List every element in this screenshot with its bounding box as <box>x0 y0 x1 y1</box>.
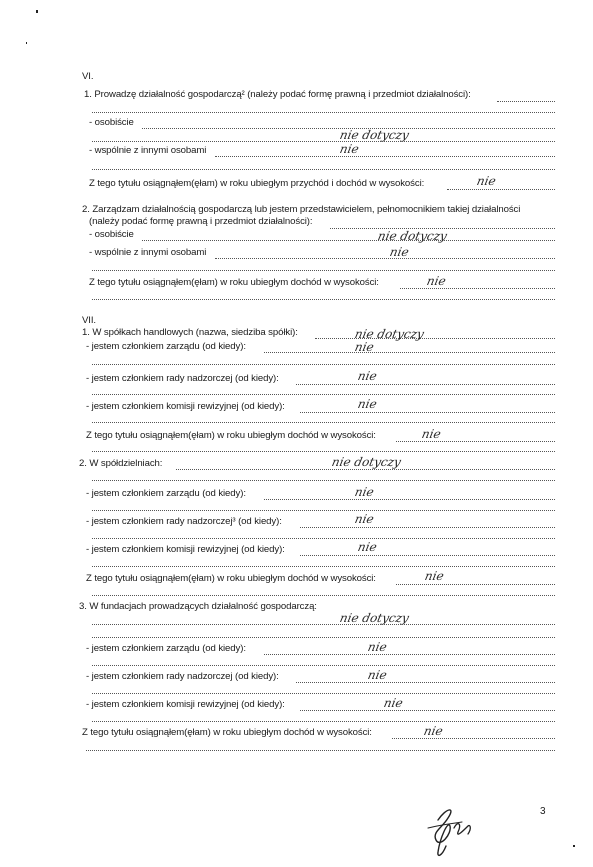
handwritten-answer: nie <box>423 569 446 583</box>
handwritten-answer: nie dotyczy <box>330 455 403 469</box>
scan-speck <box>573 845 575 847</box>
fill-line <box>92 394 555 395</box>
fill-line <box>264 499 555 500</box>
fill-line <box>92 566 555 567</box>
fill-line <box>300 412 555 413</box>
fill-line <box>396 441 555 442</box>
vi-item2-label-line1: 2. Zarządzam działalnością gospodarczą lub jestem przedstawicielem, pełnomocnikiem takiej działalności <box>82 204 521 215</box>
vi-item1-wspolnie-label: - wspólnie z innymi osobami <box>89 145 207 156</box>
vi-item1-income-label: Z tego tytułu osiągnąłem(ęłam) w roku ubiegłym przychód i dochód w wysokości: <box>89 178 425 189</box>
fill-line <box>92 480 555 481</box>
fill-line <box>92 637 555 638</box>
handwritten-answer: nie <box>353 512 376 526</box>
handwritten-answer: nie <box>356 540 379 554</box>
fill-line <box>396 584 555 585</box>
vi-item2-label-line2: (należy podać formę prawną i przedmiot działalności): <box>89 216 313 227</box>
handwritten-answer: nie <box>366 640 389 654</box>
fill-line <box>176 469 555 470</box>
section-heading-vii: VII. <box>82 315 96 326</box>
handwritten-answer: nie <box>475 174 498 188</box>
vii-item1-komisja-label: - jestem członkiem komisji rewizyjnej (od kiedy): <box>86 401 285 412</box>
handwritten-answer: nie dotyczy <box>338 128 411 142</box>
handwritten-answer: nie dotyczy <box>338 611 411 625</box>
fill-line <box>315 338 555 339</box>
vii-item2-zarzad-label: - jestem członkiem zarządu (od kiedy): <box>86 488 246 499</box>
handwritten-answer: nie <box>422 724 445 738</box>
fill-line <box>497 101 555 102</box>
handwritten-answer: nie <box>338 142 361 156</box>
fill-line <box>392 738 555 739</box>
scan-speck <box>36 10 38 13</box>
vii-item2-income-label: Z tego tytułu osiągnąłem(ęłam) w roku ubiegłym dochód w wysokości: <box>86 573 376 584</box>
vi-item2-income-label: Z tego tytułu osiągnąłem(ęłam) w roku ubiegłym dochód w wysokości: <box>89 277 379 288</box>
fill-line <box>142 240 555 241</box>
vi-item1-label: 1. Prowadzę działalność gospodarczą² (należy podać formę prawną i przedmiot działalności): <box>84 89 471 100</box>
fill-line <box>296 384 555 385</box>
fill-line <box>92 299 555 300</box>
vii-item3-rada-label: - jestem członkiem rady nadzorczej (od kiedy): <box>86 671 279 682</box>
page-number: 3 <box>540 806 546 817</box>
fill-line <box>300 555 555 556</box>
handwritten-answer: nie <box>356 369 379 383</box>
fill-line <box>264 654 555 655</box>
fill-line <box>400 288 555 289</box>
vii-item3-income-label: Z tego tytułu osiągnąłem(ęłam) w roku ubiegłym dochód w wysokości: <box>82 727 372 738</box>
handwritten-answer: nie <box>425 274 448 288</box>
handwritten-answer: nie <box>420 427 443 441</box>
vii-item1-rada-label: - jestem członkiem rady nadzorczej (od kiedy): <box>86 373 279 384</box>
fill-line <box>215 258 555 259</box>
vii-item3-label: 3. W fundacjach prowadzących działalność gospodarczą: <box>79 601 317 612</box>
scan-speck <box>26 42 27 44</box>
handwritten-answer: nie <box>353 340 376 354</box>
vii-item3-zarzad-label: - jestem członkiem zarządu (od kiedy): <box>86 643 246 654</box>
fill-line <box>92 624 555 625</box>
fill-line <box>92 141 555 142</box>
fill-line <box>300 527 555 528</box>
handwritten-answer: nie <box>366 668 389 682</box>
vi-item2-wspolnie-label: - wspólnie z innymi osobami <box>89 247 207 258</box>
fill-line <box>92 169 555 170</box>
fill-line <box>92 270 555 271</box>
fill-line <box>92 693 555 694</box>
fill-line <box>92 422 555 423</box>
fill-line <box>92 538 555 539</box>
section-heading-vi: VI. <box>82 71 94 82</box>
fill-line <box>92 510 555 511</box>
handwritten-answer: nie <box>382 696 405 710</box>
vii-item1-label: 1. W spółkach handlowych (nazwa, siedziba spółki): <box>82 327 298 338</box>
vii-item1-income-label: Z tego tytułu osiągnąłem(ęłam) w roku ubiegłym dochód w wysokości: <box>86 430 376 441</box>
fill-line <box>215 156 555 157</box>
vii-item2-komisja-label: - jestem członkiem komisji rewizyjnej (od kiedy): <box>86 544 285 555</box>
fill-line <box>86 750 555 751</box>
fill-line <box>92 595 555 596</box>
vii-item2-rada-label: - jestem członkiem rady nadzorczej³ (od kiedy): <box>86 516 282 527</box>
fill-line <box>92 364 555 365</box>
vii-item3-komisja-label: - jestem członkiem komisji rewizyjnej (od kiedy): <box>86 699 285 710</box>
handwritten-answer: nie <box>353 485 376 499</box>
fill-line <box>296 682 555 683</box>
fill-line <box>92 112 555 113</box>
vii-item1-zarzad-label: - jestem członkiem zarządu (od kiedy): <box>86 341 246 352</box>
handwritten-answer: nie <box>388 245 411 259</box>
handwritten-answer: nie dotyczy <box>353 327 426 341</box>
vi-item2-osobiscie-label: - osobiście <box>89 229 134 240</box>
vi-item1-osobiscie-label: - osobiście <box>89 117 134 128</box>
fill-line <box>447 189 555 190</box>
handwritten-answer: nie <box>356 397 379 411</box>
handwritten-answer: nie dotyczy <box>376 229 449 243</box>
fill-line <box>264 352 555 353</box>
vii-item2-label: 2. W spółdzielniach: <box>79 458 163 469</box>
fill-line <box>92 721 555 722</box>
signature-image <box>418 798 482 862</box>
fill-line <box>92 451 555 452</box>
fill-line <box>92 665 555 666</box>
fill-line <box>300 710 555 711</box>
